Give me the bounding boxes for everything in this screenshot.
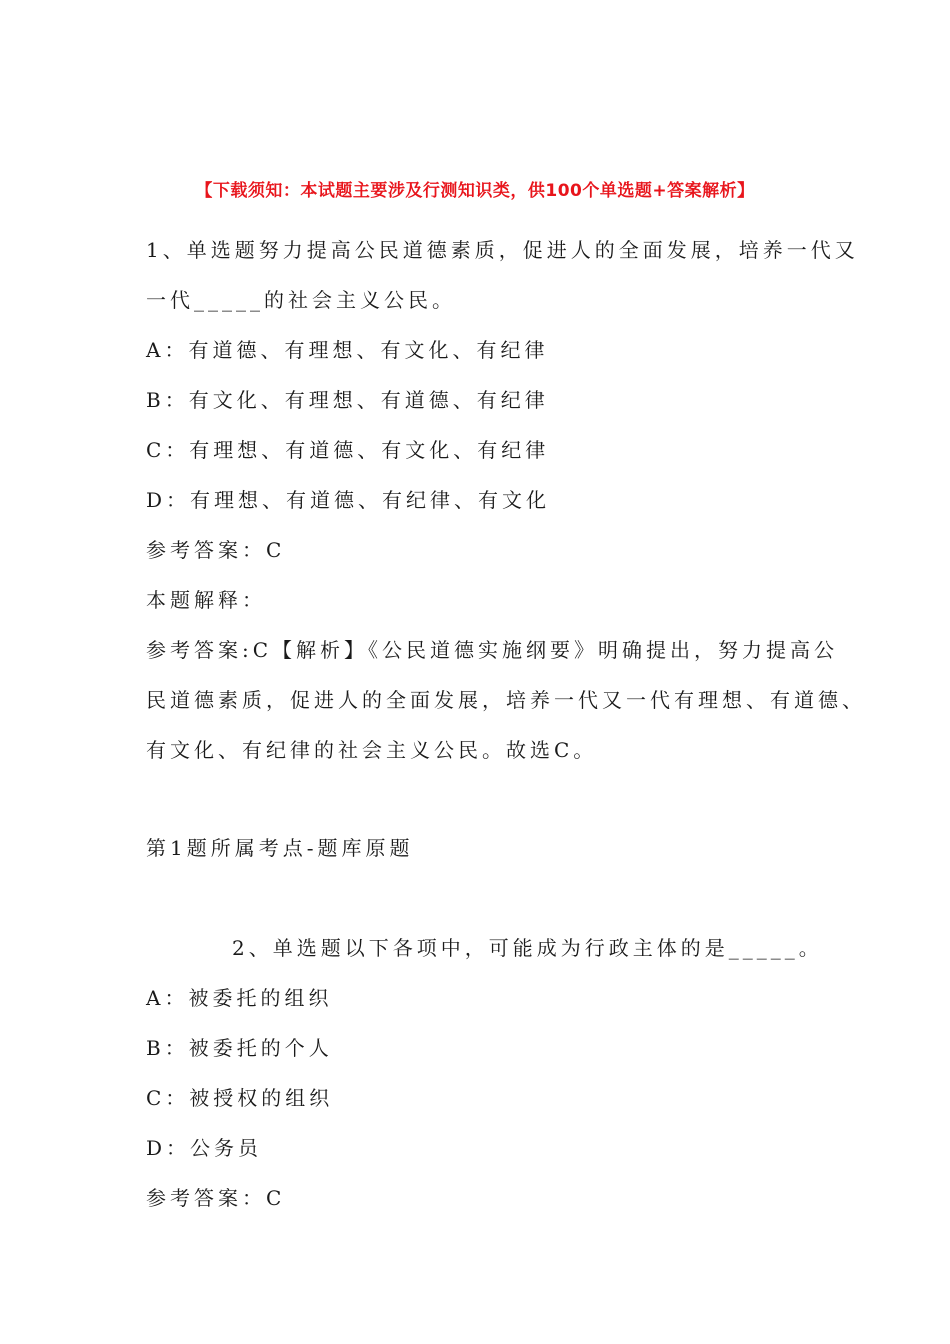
q1-stem-line2: 一代_____的社会主义公民。 xyxy=(146,288,456,312)
q2-option-a: A：被委托的组织 xyxy=(146,986,333,1010)
q2-answer: 参考答案：C xyxy=(146,1186,286,1210)
q1-topic: 第1题所属考点-题库原题 xyxy=(146,836,414,860)
q1-stem-line1: 1、单选题努力提高公民道德素质，促进人的全面发展，培养一代又 xyxy=(146,238,859,262)
q1-explain-line2: 民道德素质，促进人的全面发展，培养一代又一代有理想、有道德、 xyxy=(146,688,866,712)
q2-option-d: D：公务员 xyxy=(146,1136,263,1160)
q1-option-b: B：有文化、有理想、有道德、有纪律 xyxy=(146,388,549,412)
download-notice: 【下载须知：本试题主要涉及行测知识类，供100个单选题+答案解析】 xyxy=(195,181,755,201)
q1-explain-heading: 本题解释： xyxy=(146,588,266,612)
q2-option-c: C：被授权的组织 xyxy=(146,1086,334,1110)
q2-option-b: B：被委托的个人 xyxy=(146,1036,333,1060)
q1-option-a: A：有道德、有理想、有文化、有纪律 xyxy=(146,338,549,362)
q1-explain-line1: 参考答案:C【解析】《公民道德实施纲要》明确提出，努力提高公 xyxy=(146,638,839,662)
q1-explain-line3: 有文化、有纪律的社会主义公民。故选C。 xyxy=(146,738,598,762)
q1-option-c: C：有理想、有道德、有文化、有纪律 xyxy=(146,438,550,462)
q1-answer: 参考答案：C xyxy=(146,538,286,562)
q1-option-d: D：有理想、有道德、有纪律、有文化 xyxy=(146,488,551,512)
q2-stem: 2、单选题以下各项中，可能成为行政主体的是_____。 xyxy=(232,936,823,960)
